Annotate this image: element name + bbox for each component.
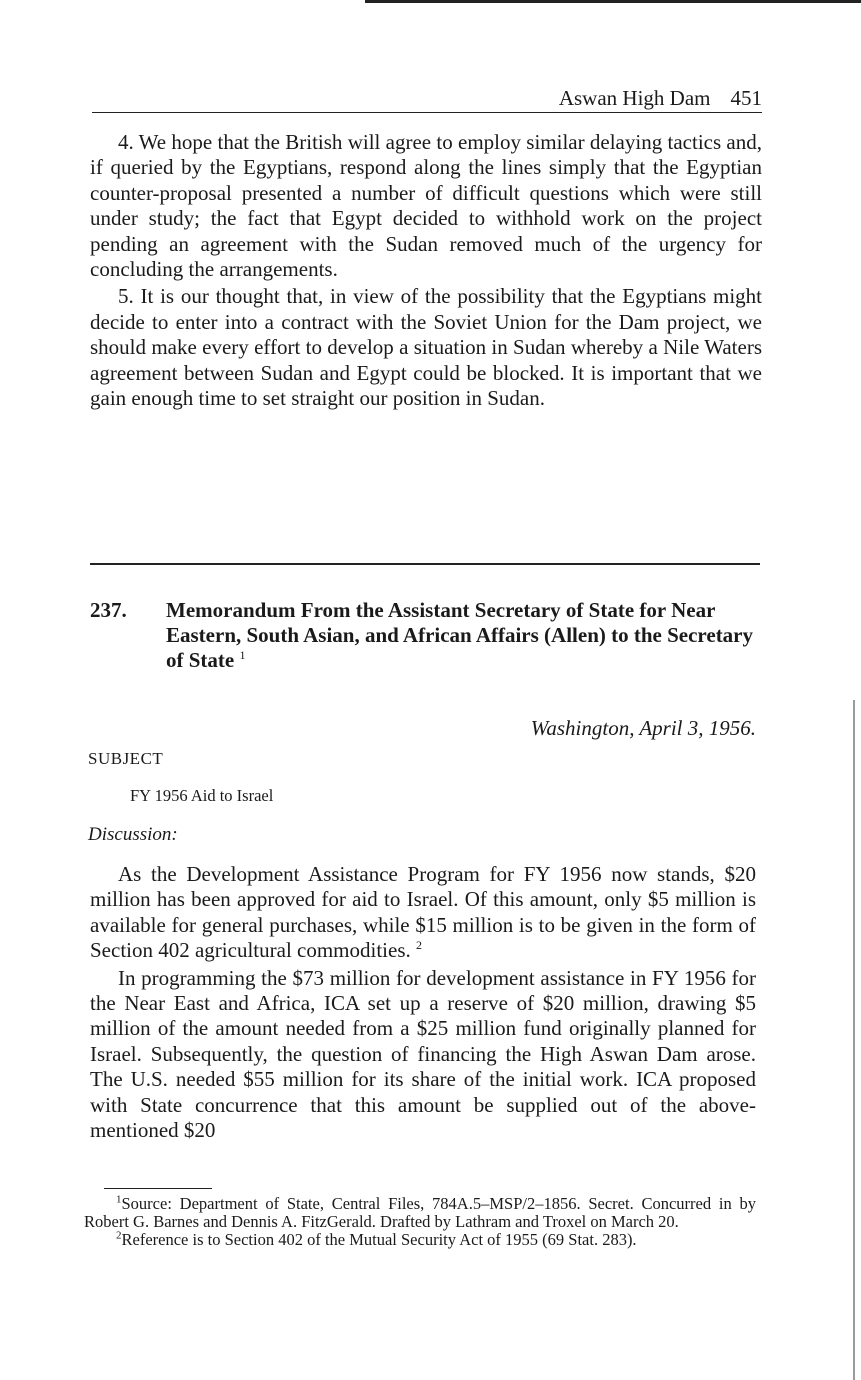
footnote-2 — [84, 1231, 756, 1249]
body-paragraph-1 — [90, 862, 756, 964]
scan-edge-right — [853, 700, 855, 1380]
footnote-2-text: Reference is to Section 402 of the Mutual Security Act of 1955 (69 Stat. 283). — [121, 1230, 637, 1249]
footnote-1-marker: 1 — [116, 1193, 122, 1206]
discussion-label: Discussion: — [88, 824, 178, 845]
paragraph-5: 5. It is our thought that, in view of the possibility that the Egyptians might decide to enter into a contract with the Soviet Union for the Dam project, we should make every effort to develop a situation in Sudan whereby a Nile Waters agreement between Sudan and Egypt could be blocked. It is important that we gain enough time to set straight our position in Sudan. — [90, 284, 762, 411]
dateline: Washington, April 3, 1956. — [530, 716, 756, 740]
footnotes — [84, 1195, 756, 1249]
footnote-1-text: Source: Department of State, Central Files, 784A.5–MSP/2–1856. Secret. Concurred in by Robert G. Barnes and Dennis A. FitzGerald. Drafted by Lathram and Troxel on March 20. — [84, 1194, 756, 1231]
running-head-title: Aswan High Dam — [558, 86, 711, 110]
subject-text: FY 1956 Aid to Israel — [130, 786, 274, 805]
memorandum-body — [90, 862, 756, 1143]
document-title — [166, 598, 760, 673]
section-divider — [90, 563, 760, 565]
preceding-document-text — [90, 130, 762, 411]
footnote-ref-2: 2 — [416, 938, 423, 953]
footnote-rule — [104, 1188, 212, 1189]
footnote-2-marker: 2 — [116, 1229, 122, 1242]
body-paragraph-1-text: As the Development Assistance Program for FY 1956 now stands, $20 million has been approved for aid to Israel. Of this amount, only $5 million is available for general purchases, while $15 million is to be given in the form of Section 402 agricultural commodities. — [90, 862, 756, 963]
scan-edge-top — [365, 0, 861, 3]
paragraph-4: 4. We hope that the British will agree to employ similar delaying tactics and, if queried by the Egyptians, respond along the lines simply that the Egyptian counter-proposal presented a number of difficult questions which were still under study; the fact that Egypt decided to withhold work on the project pending an agreement with the Sudan removed much of the urgency for concluding the arrangements. — [90, 130, 762, 282]
footnote-1 — [84, 1195, 756, 1231]
running-head — [92, 86, 762, 113]
subject-label: SUBJECT — [88, 749, 164, 768]
document-title-text: Memorandum From the Assistant Secretary of State for Near Eastern, South Asian, and African Affairs (Allen) to the Secretary of State — [166, 598, 754, 672]
footnote-ref-1: 1 — [239, 648, 246, 662]
body-paragraph-2: In programming the $73 million for development assistance in FY 1956 for the Near East and Africa, ICA set up a reserve of $20 million, drawing $5 million of the amount needed from a $25 million fund originally planned for Israel. Subsequently, the question of financing the High Aswan Dam arose. The U.S. needed $55 million for its share of the initial work. ICA proposed with State concurrence that this amount be supplied out of the above-mentioned $20 — [90, 965, 756, 1143]
document-number: 237. — [90, 598, 127, 622]
page-number: 451 — [730, 86, 762, 110]
